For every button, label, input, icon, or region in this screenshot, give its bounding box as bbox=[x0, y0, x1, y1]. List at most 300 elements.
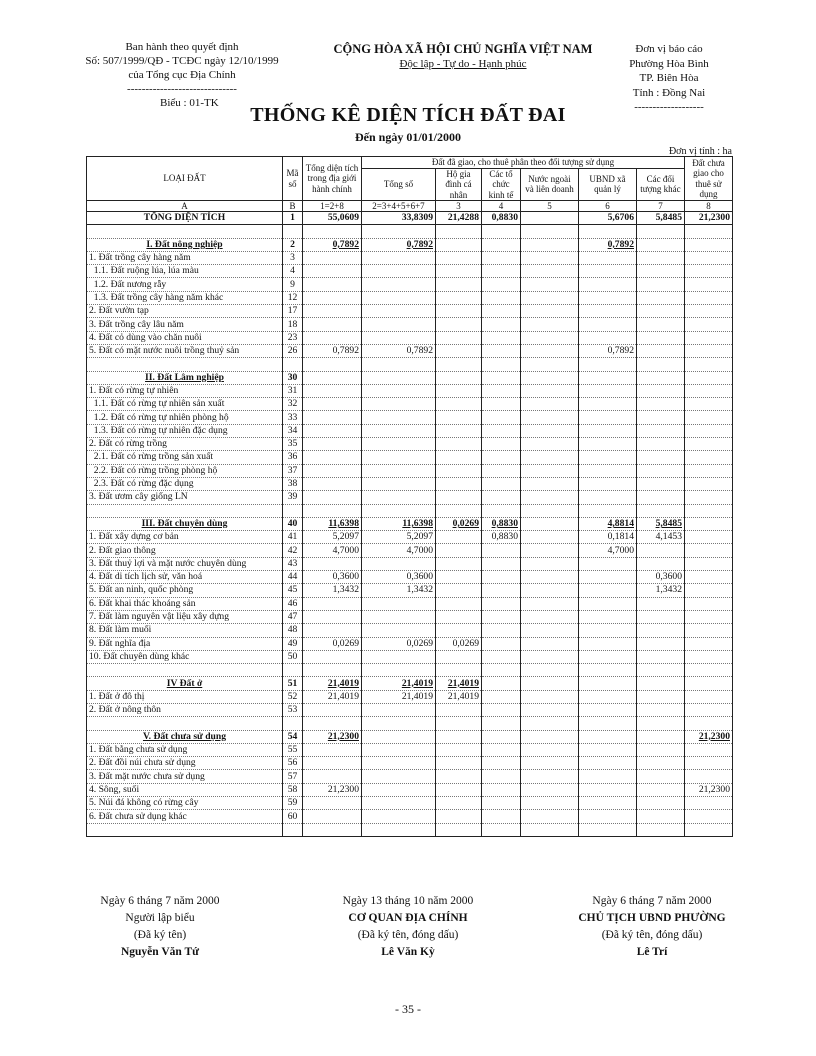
area-value: 11,6398 bbox=[402, 517, 433, 529]
value-cell bbox=[685, 743, 733, 756]
table-row bbox=[87, 610, 733, 623]
value-cell bbox=[637, 278, 685, 291]
code-cell: 12 bbox=[283, 291, 303, 304]
land-type-label: 3. Đất ươm cây giống LN bbox=[89, 491, 188, 503]
value-cell bbox=[482, 557, 521, 570]
land-type-label: 1. Đất ở đô thị bbox=[89, 690, 145, 702]
area-value: 5,8485 bbox=[655, 517, 682, 529]
value-cell bbox=[685, 677, 733, 690]
value-cell bbox=[579, 610, 637, 623]
land-type-label: 2. Đất vườn tạp bbox=[89, 305, 149, 317]
value-cell bbox=[637, 743, 685, 756]
value-cell bbox=[579, 278, 637, 291]
value-cell bbox=[637, 557, 685, 570]
land-type-label: 1.1. Đất ruộng lúa, lúa màu bbox=[89, 265, 199, 277]
value-cell bbox=[482, 278, 521, 291]
index-cell: 4 bbox=[482, 201, 521, 212]
value-cell bbox=[362, 823, 436, 836]
land-type-cell bbox=[87, 730, 283, 743]
value-cell bbox=[436, 464, 482, 477]
value-cell bbox=[637, 717, 685, 730]
value-cell bbox=[362, 730, 436, 743]
value-cell bbox=[637, 398, 685, 411]
area-value: 0,3600 bbox=[406, 571, 433, 583]
land-type-label: IV Đất ở bbox=[166, 677, 203, 689]
value-cell bbox=[303, 717, 362, 730]
document-subtitle: Đến ngày 01/01/2000 bbox=[354, 130, 461, 144]
header-land-type: LOẠI ĐẤT bbox=[87, 157, 283, 201]
value-cell bbox=[482, 730, 521, 743]
value-cell bbox=[436, 584, 482, 597]
value-cell bbox=[482, 823, 521, 836]
value-cell bbox=[637, 477, 685, 490]
land-type-label: 1.3. Đất có rừng tự nhiên đặc dụng bbox=[89, 424, 228, 436]
value-cell bbox=[685, 757, 733, 770]
value-cell bbox=[521, 517, 579, 530]
value-cell bbox=[521, 797, 579, 810]
signature-cadastral-office bbox=[308, 893, 508, 961]
value-cell bbox=[521, 810, 579, 823]
value-cell bbox=[303, 265, 362, 278]
signature-date: Ngày 13 tháng 10 năm 2000 bbox=[342, 895, 474, 907]
area-value: 11,6398 bbox=[328, 517, 359, 529]
value-cell bbox=[637, 517, 685, 530]
value-cell bbox=[579, 291, 637, 304]
header-other-entities: Các đối tượng khác bbox=[637, 168, 685, 201]
code-cell: 38 bbox=[283, 477, 303, 490]
land-type-label: 2. Đất ở nông thôn bbox=[89, 704, 161, 716]
value-cell bbox=[637, 783, 685, 796]
table-row bbox=[87, 384, 733, 397]
value-cell bbox=[637, 291, 685, 304]
value-cell bbox=[521, 770, 579, 783]
area-value: 21,4019 bbox=[447, 690, 479, 702]
table-row bbox=[87, 597, 733, 610]
value-cell bbox=[362, 371, 436, 384]
value-cell bbox=[303, 384, 362, 397]
area-value: 0,7892 bbox=[406, 238, 433, 250]
value-cell bbox=[436, 291, 482, 304]
value-cell bbox=[579, 477, 637, 490]
code-cell: 60 bbox=[283, 810, 303, 823]
area-value: 0,0269 bbox=[332, 637, 359, 649]
land-type-label: 4. Đất di tích lịch sử, văn hoá bbox=[89, 571, 203, 583]
value-cell bbox=[521, 371, 579, 384]
value-cell bbox=[362, 797, 436, 810]
value-cell bbox=[637, 584, 685, 597]
value-cell bbox=[362, 424, 436, 437]
value-cell bbox=[521, 358, 579, 371]
value-cell bbox=[362, 384, 436, 397]
value-cell bbox=[482, 225, 521, 238]
land-type-cell bbox=[87, 344, 283, 357]
section-row bbox=[87, 730, 733, 743]
table-row bbox=[87, 344, 733, 357]
value-cell bbox=[362, 398, 436, 411]
land-type-cell bbox=[87, 305, 283, 318]
table-row bbox=[87, 690, 733, 703]
land-type-cell bbox=[87, 384, 283, 397]
value-cell bbox=[362, 504, 436, 517]
value-cell bbox=[579, 730, 637, 743]
value-cell bbox=[685, 610, 733, 623]
value-cell bbox=[362, 571, 436, 584]
value-cell bbox=[436, 424, 482, 437]
value-cell bbox=[685, 318, 733, 331]
area-value: 0,7892 bbox=[607, 238, 634, 250]
code-cell: 34 bbox=[283, 424, 303, 437]
land-type-label: 1.2. Đất có rừng tự nhiên phòng hộ bbox=[89, 411, 229, 423]
value-cell bbox=[521, 584, 579, 597]
value-cell bbox=[303, 650, 362, 663]
code-cell: 47 bbox=[283, 610, 303, 623]
value-cell bbox=[362, 477, 436, 490]
land-type-cell bbox=[87, 703, 283, 716]
value-cell bbox=[303, 238, 362, 251]
land-type-label: I. Đất nông nghiệp bbox=[146, 238, 223, 250]
code-cell: 58 bbox=[283, 783, 303, 796]
value-cell bbox=[685, 544, 733, 557]
value-cell bbox=[303, 251, 362, 264]
value-cell bbox=[637, 770, 685, 783]
value-cell bbox=[436, 703, 482, 716]
value-cell bbox=[362, 783, 436, 796]
land-type-cell bbox=[87, 491, 283, 504]
value-cell bbox=[482, 797, 521, 810]
table-row bbox=[87, 411, 733, 424]
value-cell bbox=[521, 411, 579, 424]
value-cell bbox=[362, 703, 436, 716]
value-cell bbox=[303, 637, 362, 650]
value-cell bbox=[685, 398, 733, 411]
value-cell bbox=[685, 331, 733, 344]
table-row bbox=[87, 557, 733, 570]
value-cell bbox=[303, 624, 362, 637]
value-cell bbox=[482, 344, 521, 357]
value-cell bbox=[482, 717, 521, 730]
value-cell bbox=[579, 757, 637, 770]
value-cell bbox=[362, 770, 436, 783]
value-cell bbox=[362, 464, 436, 477]
value-cell bbox=[521, 331, 579, 344]
land-type-cell bbox=[87, 637, 283, 650]
value-cell bbox=[521, 703, 579, 716]
value-cell bbox=[362, 225, 436, 238]
issuance-line: Ban hành theo quyết định bbox=[125, 41, 239, 53]
land-type-cell bbox=[87, 424, 283, 437]
value-cell bbox=[685, 517, 733, 530]
value-cell bbox=[362, 584, 436, 597]
land-type-cell bbox=[87, 823, 283, 836]
value-cell bbox=[637, 757, 685, 770]
value-cell bbox=[579, 703, 637, 716]
value-cell bbox=[482, 331, 521, 344]
value-cell bbox=[482, 757, 521, 770]
spacer-row bbox=[87, 664, 733, 677]
value-cell bbox=[521, 305, 579, 318]
land-type-cell bbox=[87, 571, 283, 584]
land-type-cell bbox=[87, 531, 283, 544]
value-cell bbox=[436, 664, 482, 677]
value-cell bbox=[579, 624, 637, 637]
code-cell: 57 bbox=[283, 770, 303, 783]
value-cell bbox=[362, 717, 436, 730]
value-cell bbox=[303, 331, 362, 344]
value-cell bbox=[685, 571, 733, 584]
value-cell bbox=[521, 531, 579, 544]
land-type-cell bbox=[87, 664, 283, 677]
value-cell bbox=[436, 411, 482, 424]
value-cell bbox=[685, 305, 733, 318]
value-cell bbox=[579, 305, 637, 318]
area-value: 4,1453 bbox=[655, 531, 682, 543]
value-cell bbox=[436, 358, 482, 371]
value-cell bbox=[303, 810, 362, 823]
value-cell bbox=[436, 637, 482, 650]
area-value: 21,2300 bbox=[327, 730, 359, 742]
land-type-label: 2.1. Đất có rừng trồng sản xuất bbox=[89, 451, 214, 463]
value-cell bbox=[521, 544, 579, 557]
value-cell bbox=[685, 730, 733, 743]
value-cell bbox=[303, 770, 362, 783]
value-cell bbox=[436, 783, 482, 796]
area-value: 0,7892 bbox=[406, 345, 433, 357]
land-type-cell bbox=[87, 411, 283, 424]
value-cell bbox=[579, 823, 637, 836]
value-cell bbox=[482, 384, 521, 397]
table-row bbox=[87, 770, 733, 783]
value-cell bbox=[685, 823, 733, 836]
land-type-label: 5. Đất có mặt nước nuôi trồng thuỷ sản bbox=[89, 345, 240, 357]
value-cell bbox=[303, 278, 362, 291]
value-cell bbox=[303, 517, 362, 530]
document-title: THỐNG KÊ DIỆN TÍCH ĐẤT ĐAI bbox=[250, 104, 566, 126]
value-cell bbox=[521, 491, 579, 504]
land-type-label: 3. Đất trồng cây lâu năm bbox=[89, 318, 184, 330]
table-row bbox=[87, 703, 733, 716]
total-row bbox=[87, 212, 733, 225]
value-cell bbox=[482, 743, 521, 756]
land-type-label: II. Đất Lâm nghiệp bbox=[145, 371, 224, 383]
value-cell bbox=[637, 451, 685, 464]
code-cell: 3 bbox=[283, 251, 303, 264]
value-cell bbox=[362, 358, 436, 371]
value-cell bbox=[579, 251, 637, 264]
value-cell bbox=[362, 438, 436, 451]
land-type-label: 2.3. Đất có rừng đặc dụng bbox=[89, 478, 194, 490]
value-cell bbox=[685, 810, 733, 823]
form-code: Biểu : 01-TK bbox=[160, 97, 219, 109]
value-cell bbox=[362, 251, 436, 264]
value-cell bbox=[637, 491, 685, 504]
area-value: 0,7892 bbox=[332, 345, 359, 357]
signature-name: Nguyễn Văn Tứ bbox=[120, 946, 200, 958]
code-cell: 32 bbox=[283, 398, 303, 411]
value-cell bbox=[579, 438, 637, 451]
reporting-unit-line: TP. Biên Hòa bbox=[639, 72, 699, 84]
value-cell bbox=[521, 637, 579, 650]
value-cell bbox=[436, 823, 482, 836]
value-cell bbox=[637, 531, 685, 544]
table-row bbox=[87, 251, 733, 264]
value-cell bbox=[436, 743, 482, 756]
code-cell bbox=[283, 823, 303, 836]
value-cell bbox=[521, 278, 579, 291]
value-cell bbox=[362, 743, 436, 756]
index-cell: 1=2+8 bbox=[303, 201, 362, 212]
value-cell bbox=[685, 770, 733, 783]
index-cell: 2=3+4+5+6+7 bbox=[362, 201, 436, 212]
column-index-row bbox=[87, 201, 733, 212]
value-cell bbox=[436, 238, 482, 251]
value-cell bbox=[436, 677, 482, 690]
value-cell bbox=[579, 517, 637, 530]
land-type-label: 1. Đất có rừng tự nhiên bbox=[89, 385, 179, 396]
land-type-cell bbox=[87, 278, 283, 291]
value-cell bbox=[685, 238, 733, 251]
value-cell bbox=[303, 451, 362, 464]
value-cell bbox=[579, 491, 637, 504]
value-cell bbox=[685, 797, 733, 810]
value-cell bbox=[579, 637, 637, 650]
land-type-label: 1. Đất xây dựng cơ bản bbox=[89, 531, 179, 543]
land-type-label: V. Đất chưa sử dụng bbox=[142, 730, 227, 742]
value-cell bbox=[482, 358, 521, 371]
value-cell bbox=[521, 610, 579, 623]
value-cell bbox=[482, 477, 521, 490]
land-type-cell bbox=[87, 597, 283, 610]
code-cell: 54 bbox=[283, 730, 303, 743]
area-value: 0,8830 bbox=[491, 531, 518, 543]
value-cell bbox=[303, 358, 362, 371]
value-cell bbox=[436, 265, 482, 278]
value-cell bbox=[436, 650, 482, 663]
value-cell bbox=[303, 757, 362, 770]
value-cell bbox=[362, 278, 436, 291]
land-type-cell bbox=[87, 757, 283, 770]
value-cell bbox=[579, 690, 637, 703]
value-cell bbox=[482, 664, 521, 677]
code-cell bbox=[283, 664, 303, 677]
area-value: 21,2300 bbox=[698, 212, 730, 224]
value-cell bbox=[482, 251, 521, 264]
area-value: 21,2300 bbox=[698, 730, 730, 742]
value-cell bbox=[685, 504, 733, 517]
area-value: 5,8485 bbox=[655, 212, 682, 224]
header-households: Hộ gia đình cá nhân bbox=[436, 168, 482, 201]
area-value: 1,3432 bbox=[332, 584, 359, 596]
value-cell bbox=[685, 664, 733, 677]
area-value: 0,3600 bbox=[332, 571, 359, 583]
value-cell bbox=[685, 225, 733, 238]
value-cell bbox=[637, 371, 685, 384]
table-row bbox=[87, 624, 733, 637]
land-type-label: 3. Đất thuỷ lợi và mặt nước chuyên dùng bbox=[89, 557, 247, 569]
table-row bbox=[87, 637, 733, 650]
value-cell bbox=[436, 491, 482, 504]
table-row bbox=[87, 305, 733, 318]
value-cell bbox=[579, 743, 637, 756]
area-value: 1,3432 bbox=[406, 584, 433, 596]
value-cell bbox=[436, 544, 482, 557]
value-cell bbox=[362, 624, 436, 637]
value-cell bbox=[436, 331, 482, 344]
spacer-row bbox=[87, 504, 733, 517]
value-cell bbox=[303, 438, 362, 451]
value-cell bbox=[579, 238, 637, 251]
code-cell: 56 bbox=[283, 757, 303, 770]
value-cell bbox=[436, 278, 482, 291]
table-row bbox=[87, 650, 733, 663]
code-cell: 48 bbox=[283, 624, 303, 637]
land-type-cell bbox=[87, 464, 283, 477]
header-unallocated: Đất chưa giao cho thuê sử dụng bbox=[685, 157, 733, 201]
value-cell bbox=[685, 358, 733, 371]
value-cell bbox=[303, 823, 362, 836]
land-type-label: 4. Sông, suối bbox=[89, 783, 140, 795]
signature-note: (Đã ký tên) bbox=[133, 929, 187, 941]
value-cell bbox=[637, 504, 685, 517]
value-cell bbox=[579, 451, 637, 464]
value-cell bbox=[362, 597, 436, 610]
value-cell bbox=[303, 584, 362, 597]
code-cell bbox=[283, 504, 303, 517]
value-cell bbox=[303, 610, 362, 623]
value-cell bbox=[436, 225, 482, 238]
value-cell bbox=[303, 703, 362, 716]
value-cell bbox=[685, 212, 733, 225]
value-cell bbox=[362, 531, 436, 544]
land-type-label: 2. Đất đồi núi chưa sử dụng bbox=[89, 757, 196, 769]
value-cell bbox=[362, 517, 436, 530]
table-row bbox=[87, 743, 733, 756]
section-row bbox=[87, 517, 733, 530]
area-value: 4,8814 bbox=[607, 517, 634, 529]
value-cell bbox=[482, 571, 521, 584]
value-cell bbox=[362, 238, 436, 251]
land-type-cell bbox=[87, 212, 283, 225]
value-cell bbox=[521, 477, 579, 490]
value-cell bbox=[482, 544, 521, 557]
value-cell bbox=[637, 318, 685, 331]
value-cell bbox=[637, 730, 685, 743]
code-cell: 53 bbox=[283, 703, 303, 716]
table-row bbox=[87, 424, 733, 437]
index-cell: 3 bbox=[436, 201, 482, 212]
land-type-cell bbox=[87, 610, 283, 623]
table-row bbox=[87, 398, 733, 411]
value-cell bbox=[637, 331, 685, 344]
table-row bbox=[87, 464, 733, 477]
land-statistics-table bbox=[86, 156, 733, 837]
value-cell bbox=[436, 810, 482, 823]
country-name: CỘNG HÒA XÃ HỘI CHỦ NGHĨA VIỆT NAM bbox=[333, 42, 593, 56]
land-type-cell bbox=[87, 810, 283, 823]
value-cell bbox=[579, 677, 637, 690]
table-row bbox=[87, 584, 733, 597]
value-cell bbox=[303, 743, 362, 756]
value-cell bbox=[303, 464, 362, 477]
value-cell bbox=[685, 624, 733, 637]
value-cell bbox=[482, 424, 521, 437]
value-cell bbox=[521, 318, 579, 331]
value-cell bbox=[303, 544, 362, 557]
value-cell bbox=[482, 637, 521, 650]
issuance-line: Số: 507/1999/QĐ - TCĐC ngày 12/10/1999 bbox=[85, 55, 279, 67]
value-cell bbox=[579, 531, 637, 544]
unit-note: Đơn vị tính : ha bbox=[668, 146, 732, 157]
value-cell bbox=[685, 424, 733, 437]
